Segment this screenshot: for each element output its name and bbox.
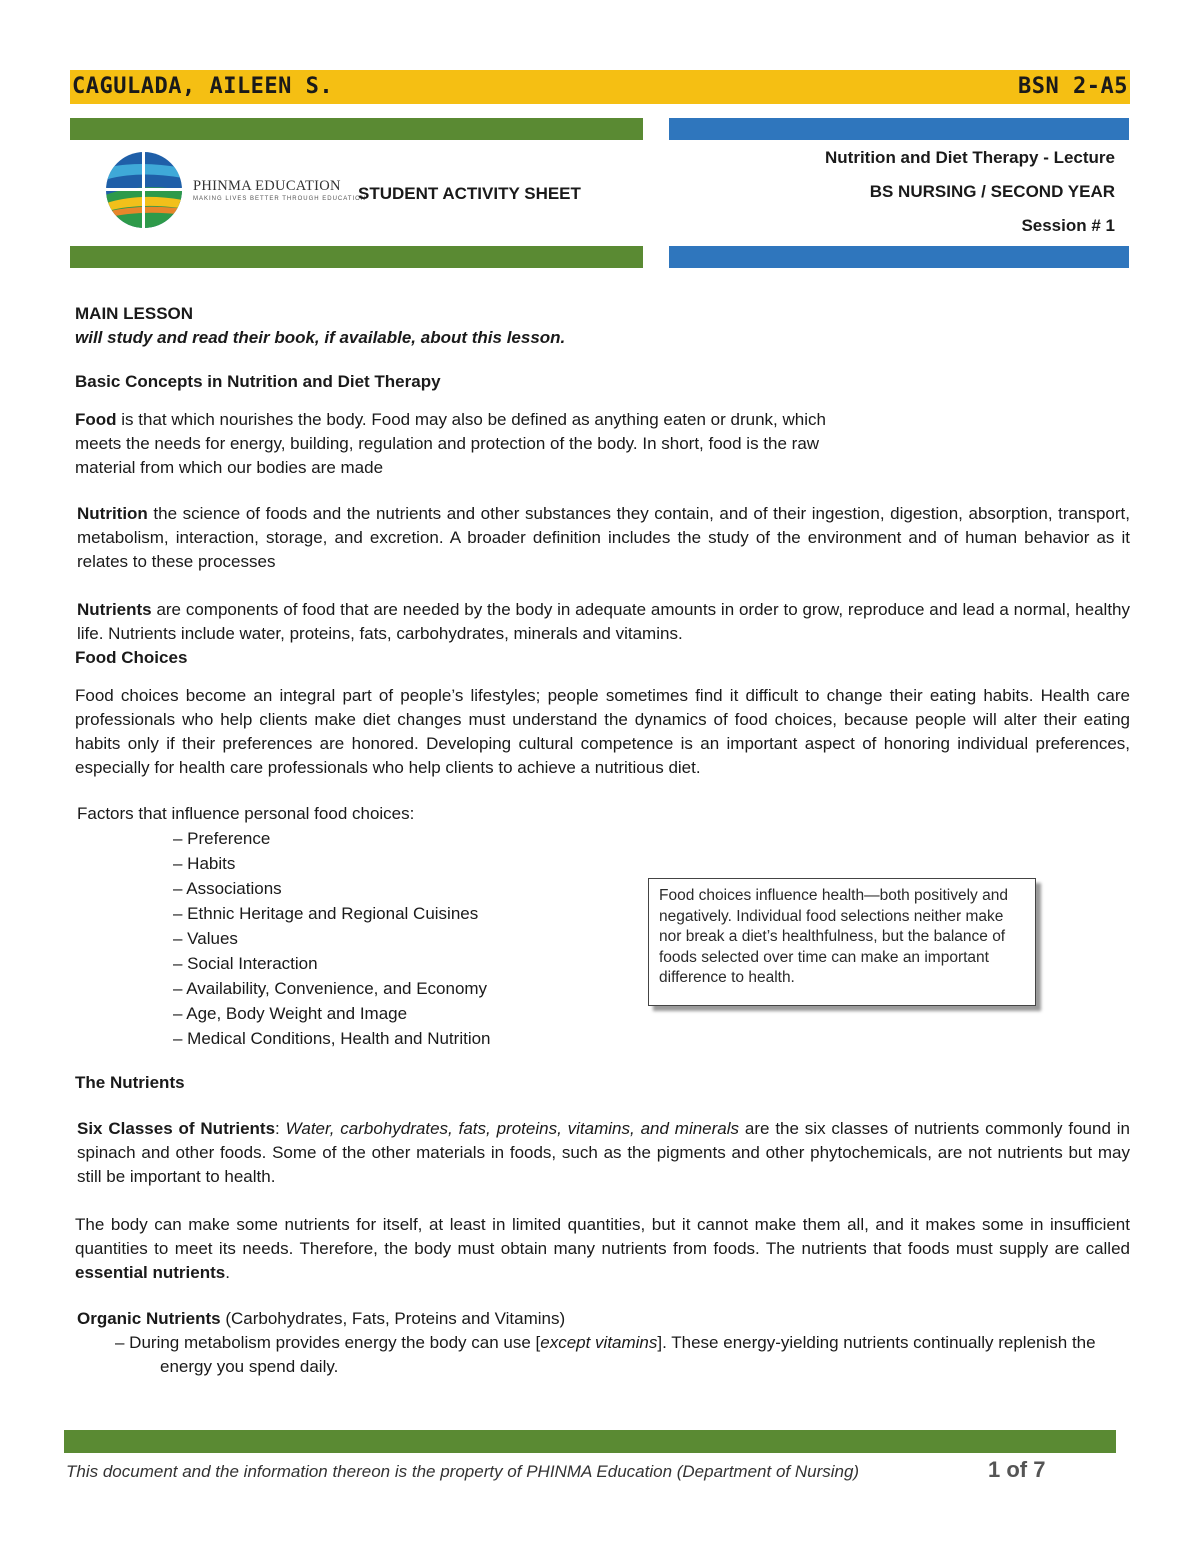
sheet-title: STUDENT ACTIVITY SHEET — [358, 184, 581, 203]
main-lesson-heading: MAIN LESSON — [75, 304, 194, 323]
list-item: – Habits — [173, 854, 236, 873]
essential-term: essential nutrients — [75, 1263, 226, 1282]
food-choices-callout: Food choices influence health—both positively and negatively. Individual food selections neither make nor break a diet’s healthfulness, but the balance of foods selected over time can make an important difference to health. — [648, 878, 1036, 1006]
basic-concepts-title: Basic Concepts in Nutrition and Diet Therapy — [75, 372, 441, 391]
nutrition-term: Nutrition — [77, 504, 148, 523]
organic-item-b: ]. These energy-yielding nutrients continually replenish the energy you spend daily. — [160, 1333, 1096, 1376]
header-green-bar-top — [70, 118, 643, 140]
list-item: – Availability, Convenience, and Economy — [173, 979, 488, 998]
essential-paragraph — [75, 1213, 1130, 1285]
session-label: Session # 1 — [1021, 216, 1115, 235]
food-line-2: meets the needs for energy, building, regulation and protection of the body. In short, food is the raw — [75, 434, 820, 453]
essential-end: . — [225, 1263, 230, 1282]
footer-green-bar — [64, 1430, 1116, 1453]
organic-item-a: – During metabolism provides energy the body can use [ — [115, 1333, 541, 1352]
essential-text: The body can make some nutrients for itself, at least in limited quantities, but it cannot make them all, and it makes some in insufficient quantities to meet its needs. Therefore, the body must obtain many nutrients from foods. The nutrients that foods must supply are called — [75, 1215, 1130, 1258]
program-label: BS NURSING / SECOND YEAR — [869, 182, 1115, 201]
organic-term: Organic Nutrients — [77, 1309, 221, 1328]
nutrients-term: Nutrients — [77, 600, 152, 619]
nutrients-text: are components of food that are needed by the body in adequate amounts in order to grow, reproduce and lead a normal, healthy life. Nutrients include water, proteins, fats, carbohydrates, minerals and vitamins. — [77, 600, 1130, 643]
student-name: CAGULADA, AILEEN S. — [72, 74, 334, 99]
nutrition-text: the science of foods and the nutrients and other substances they contain, and of their ingestion, digestion, absorption, transport, metabolism, interaction, storage, and excretion. A broader definition includes the study of the environment and of human behavior as it relates to these processes — [77, 504, 1130, 571]
main-lesson-intro: will study and read their book, if available, about this lesson. — [75, 328, 566, 347]
main-content — [75, 302, 1130, 1379]
food-choices-title: Food Choices — [75, 648, 188, 667]
nutrients-definition — [75, 598, 1130, 646]
six-classes-colon: : — [275, 1119, 286, 1138]
logo-emblem-icon — [98, 150, 193, 230]
page-number: 1 of 7 — [988, 1457, 1046, 1482]
list-item: – Social Interaction — [173, 954, 318, 973]
factors-intro: Factors that influence personal food choices: — [77, 804, 415, 823]
brand-name: PHINMA EDUCATION — [193, 178, 341, 194]
food-choices-text: Food choices become an integral part of people’s lifestyles; people sometimes find it difficult to change their eating habits. Health care professionals who help clients make diet changes must understand the dynamics of food choices, because people will alter their eating habits only if their preferences are honored. Developing cultural competence is an important aspect of honoring individual preferences, especially for health care professionals who help clients to achieve a nutritious diet. — [75, 686, 1130, 777]
header-blue-bar-bottom — [669, 246, 1129, 268]
nutrients-section-title: The Nutrients — [75, 1073, 185, 1092]
section-label: BSN 2-A5 — [1018, 74, 1128, 99]
organic-paren: (Carbohydrates, Fats, Proteins and Vitamins) — [220, 1309, 566, 1328]
student-name-bar — [70, 70, 1130, 104]
list-item: – Preference — [173, 829, 271, 848]
nutrition-definition — [75, 502, 1130, 574]
organic-item-italic: except vitamins — [540, 1333, 658, 1352]
list-item: – Values — [173, 929, 238, 948]
list-item: – Ethnic Heritage and Regional Cuisines — [173, 904, 479, 923]
header-green-bar-bottom — [70, 246, 643, 268]
food-definition — [75, 408, 1130, 432]
course-title: Nutrition and Diet Therapy - Lecture — [825, 148, 1115, 167]
six-classes-list: Water, carbohydrates, fats, proteins, vitamins, and minerals — [285, 1119, 740, 1138]
six-classes-text: are the six classes of nutrients commonly found in spinach and other foods. Some of the other materials in foods, such as the pigments and other phytochemicals, are not nutrients but may still be important to health. — [77, 1119, 1131, 1186]
list-item: – Medical Conditions, Health and Nutrition — [173, 1029, 491, 1048]
food-line-3: material from which our bodies are made — [75, 458, 384, 477]
header-blue-bar-top — [669, 118, 1129, 140]
food-term: Food — [75, 410, 117, 429]
six-classes-paragraph — [75, 1117, 1130, 1189]
footer-notice: This document and the information thereon is the property of PHINMA Education (Department of Nursing) — [66, 1462, 860, 1481]
food-line-1: is that which nourishes the body. Food may also be defined as anything eaten or drunk, which — [116, 410, 826, 429]
six-classes-term: Six Classes of Nutrients — [77, 1119, 276, 1138]
brand-tagline: MAKING LIVES BETTER THROUGH EDUCATION — [193, 196, 367, 202]
list-item: – Associations — [173, 879, 282, 898]
organic-item — [115, 1331, 1130, 1379]
organic-heading — [75, 1307, 1130, 1331]
list-item: – Age, Body Weight and Image — [173, 1004, 408, 1023]
